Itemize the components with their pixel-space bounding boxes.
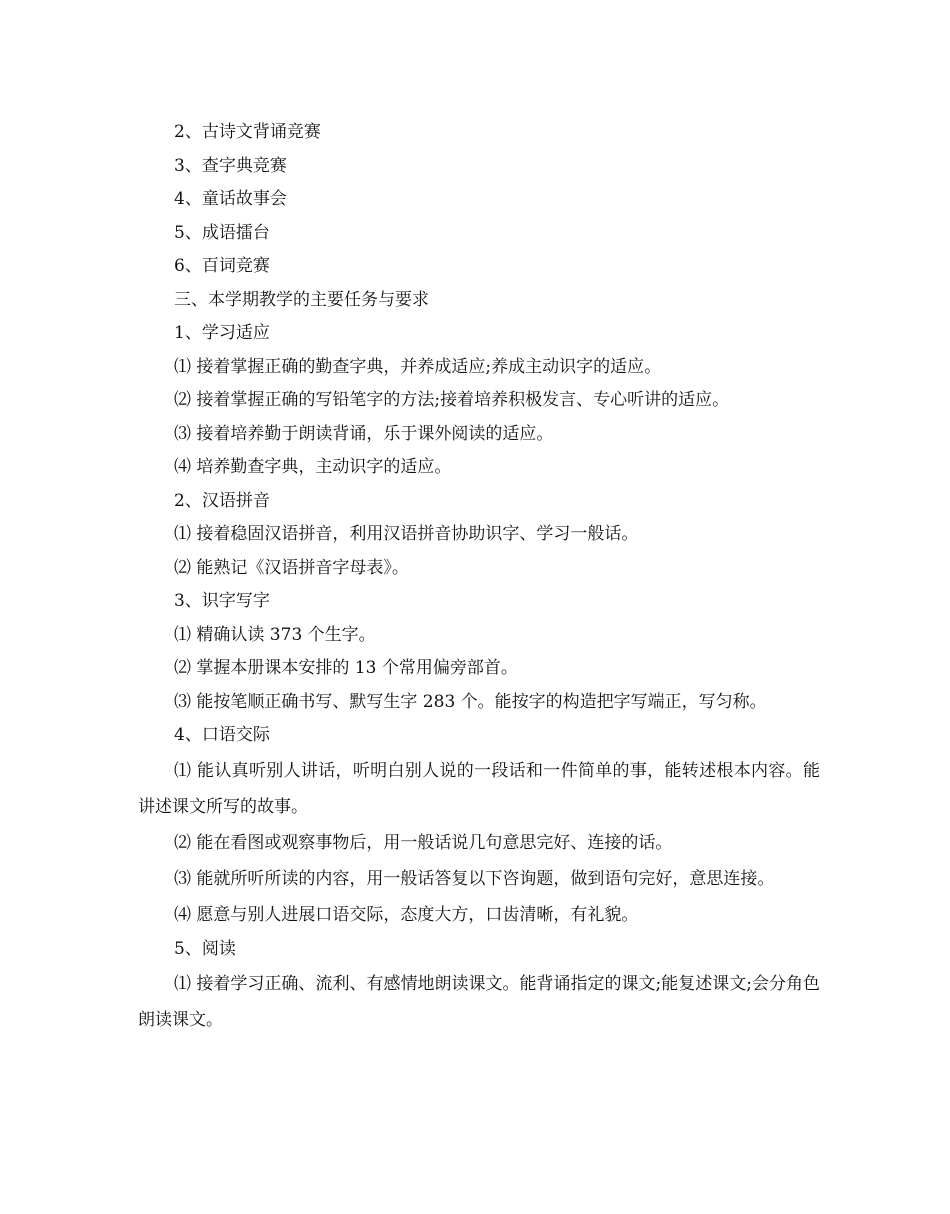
subheading-pinyin: 2、汉语拼音 bbox=[174, 490, 270, 511]
oral-item-3: ⑶ 能就所听所读的内容，用一般话答复以下咨询题，做到语句完好，意思连接。 bbox=[174, 868, 775, 889]
subheading-characters: 3、识字写字 bbox=[174, 591, 270, 611]
reading-item-1: ⑴ 接着学习正确、流利、有感情地朗读课文。能背诵指定的课文;能复述课文;会分角色朗读课文。 bbox=[138, 974, 820, 1030]
subheading-oral: 4、口语交际 bbox=[174, 725, 270, 745]
habits-item-1: ⑴ 接着掌握正确的勤查字典，并养成适应;养成主动识字的适应。 bbox=[174, 356, 662, 377]
subheading-reading: 5、阅读 bbox=[174, 938, 236, 959]
oral-item-2: ⑵ 能在看图或观察事物后，用一般话说几句意思完好、连接的话。 bbox=[174, 832, 673, 853]
characters-item-1: ⑴ 精确认读 373 个生字。 bbox=[174, 624, 376, 645]
list-item-dictionary-contest: 3、查字典竞赛 bbox=[174, 155, 287, 176]
subheading-habits: 1、学习适应 bbox=[174, 323, 270, 343]
pinyin-item-2: ⑵ 能熟记《汉语拼音字母表》。 bbox=[174, 557, 409, 578]
habits-item-4: ⑷ 培养勤查字典，主动识字的适应。 bbox=[174, 457, 452, 477]
section-heading-tasks: 三、本学期教学的主要任务与要求 bbox=[174, 289, 429, 310]
pinyin-item-1: ⑴ 接着稳固汉语拼音，利用汉语拼音协助识字、学习一般话。 bbox=[174, 524, 639, 544]
characters-item-2: ⑵ 掌握本册课本安排的 13 个常用偏旁部首。 bbox=[174, 658, 518, 678]
habits-item-3: ⑶ 接着培养勤于朗读背诵，乐于课外阅读的适应。 bbox=[174, 423, 554, 444]
list-item-word-contest: 6、百词竞赛 bbox=[174, 256, 270, 276]
list-item-idiom: 5、成语擂台 bbox=[174, 222, 270, 243]
habits-item-2: ⑵ 接着掌握正确的写铅笔字的方法;接着培养积极发言、专心听讲的适应。 bbox=[174, 390, 730, 410]
oral-item-4: ⑷ 愿意与别人进展口语交际，态度大方，口齿清晰，有礼貌。 bbox=[174, 904, 639, 925]
oral-item-1: ⑴ 能认真听别人讲话，听明白别人说的一段话和一件简单的事，能转述根本内容。能讲述课文所写的故事。 bbox=[138, 760, 820, 817]
list-item-poetry-contest: 2、古诗文背诵竞赛 bbox=[174, 122, 321, 142]
characters-item-3: ⑶ 能按笔顺正确书写、默写生字 283 个。能按字的构造把字写端正，写匀称。 bbox=[174, 691, 767, 712]
list-item-fairy-tale: 4、童话故事会 bbox=[174, 189, 287, 209]
